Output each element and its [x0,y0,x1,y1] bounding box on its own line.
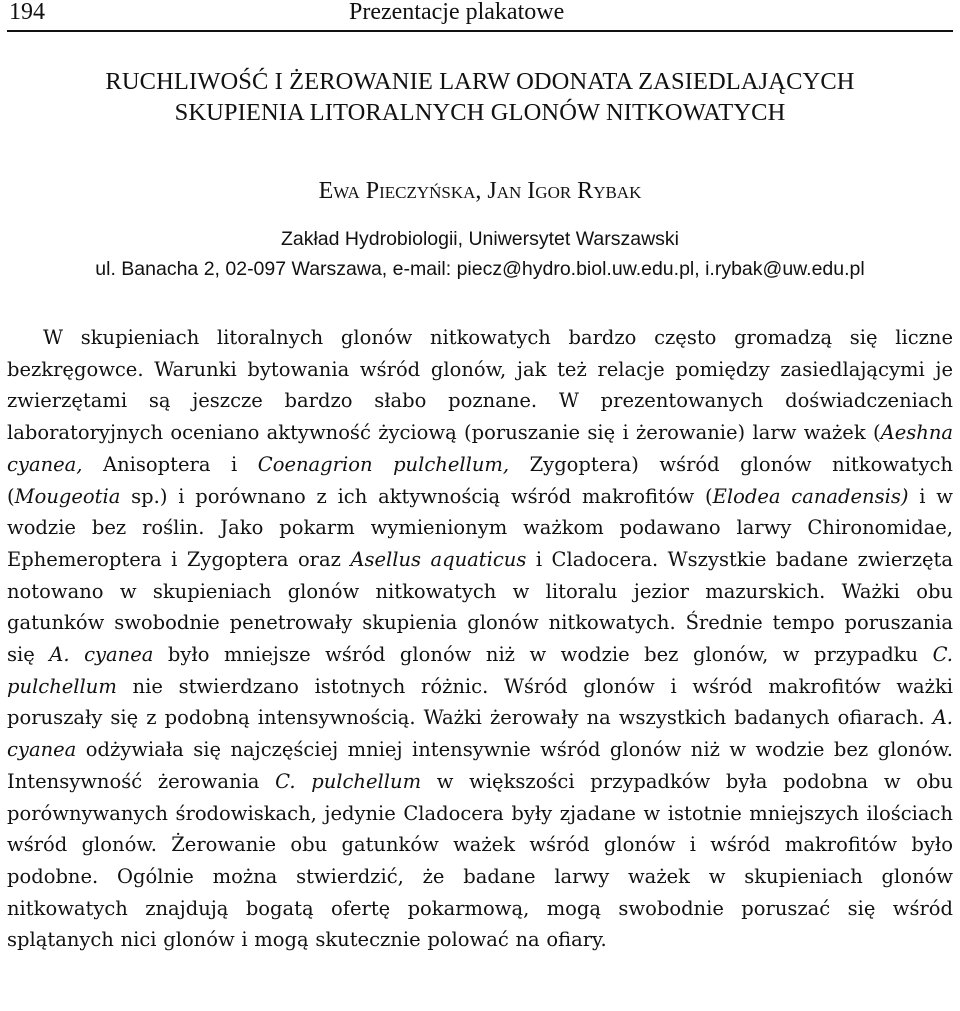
page [7,0,953,956]
abstract-italic-term: Aeshna cyanea, [7,421,953,476]
abstract-paragraph [7,322,953,956]
abstract-italic-term: Mougeotia [14,484,121,508]
abstract-italic-term: Asellus aquaticus [350,547,527,571]
abstract-italic-term: C. pulchellum [275,769,422,793]
abstract-text: w większości przypadków była podobna w obu porównywanych środowiskach, jedynie Cladocera były zjadane w istotnie mniejszych ilościach wśród glonów. Żerowanie obu gatunków ważek wśród glonów i wśród makrofitów było podobne. Ogólnie można stwierdzić, że badane larwy ważek w skupieniach glonów nitkowatych znajdują bogatą ofertę pokarmową, mogą swobodnie poruszać się wśród splątanych nici glonów i mogą skutecznie polować na ofiary. [7,769,953,952]
section-title: Prezentacje plakatowe [349,0,565,25]
affiliation-institute: Zakład Hydrobiologii, Uniwersytet Warszawski [280,228,680,250]
article-title [7,66,953,128]
article-title-line-1: RUCHLIWOŚĆ I ŻEROWANIE LARW ODONATA ZASIEDLAJĄCYCH [105,68,855,95]
abstract-italic-term: A. cyanea [49,643,154,667]
abstract-text: i w wodzie bez roślin. Jako pokarm wymienionym ważkom podawano larwy Chironomidae, Ephemeroptera i Zygoptera oraz [7,484,953,571]
affiliation [7,224,953,284]
running-head [7,0,953,32]
abstract-text: nie stwierdzano istotnych różnic. Wśród glonów i wśród makrofitów ważki poruszały się z podobną intensywnością. Ważki żerowały na wszystkich badanych ofiarach. [7,674,953,730]
authors: Ewa Pieczyńska, Jan Igor Rybak [318,178,642,204]
abstract-text: Anisoptera i [82,452,258,476]
abstract-italic-term: C. pulchellum [7,643,953,698]
abstract-text: było mniejsze wśród glonów niż w wodzie bez glonów, w przypadku [153,643,933,667]
abstract-text: Zygoptera) wśród glonów nitkowatych ( [7,452,953,508]
abstract-text: sp.) i porównano z ich aktywnością wśród makrofitów ( [120,484,713,508]
abstract-italic-term: A. cyanea [7,706,953,762]
affiliation-address: ul. Banacha 2, 02-097 Warszawa, e-mail: piecz@hydro.biol.uw.edu.pl, i.rybak@uw.edu.pl [95,258,865,280]
page-number: 194 [9,0,45,25]
abstract-text: odżywiała się najczęściej mniej intensywnie wśród glonów niż w wodzie bez glonów. Intensywność żerowania [7,738,953,793]
article-title-line-2: SKUPIENIA LITORALNYCH GLONÓW NITKOWATYCH [174,99,786,126]
abstract-italic-term: Elodea canadensis) [712,484,909,508]
abstract-text: i Cladocera. Wszystkie badane zwierzęta notowano w skupieniach glonów nitkowatych w litoralu jezior mazurskich. Ważki obu gatunków swobodnie penetrowały skupienia glonów nitkowatych. Średnie tempo poruszania się [7,547,953,667]
abstract-italic-term: Coenagrion pulchellum, [257,452,510,476]
abstract-text: W skupieniach litoralnych glonów nitkowatych bardzo często gromadzą się liczne bezkręgowce. Warunki bytowania wśród glonów, jak też relacje pomiędzy zasiedlającymi je zwierzętami są jeszcze bardzo słabo poznane. W prezentowanych doświadczeniach laboratoryjnych oceniano aktywność życiową (poruszanie się i żerowanie) larw ważek ( [7,326,953,445]
